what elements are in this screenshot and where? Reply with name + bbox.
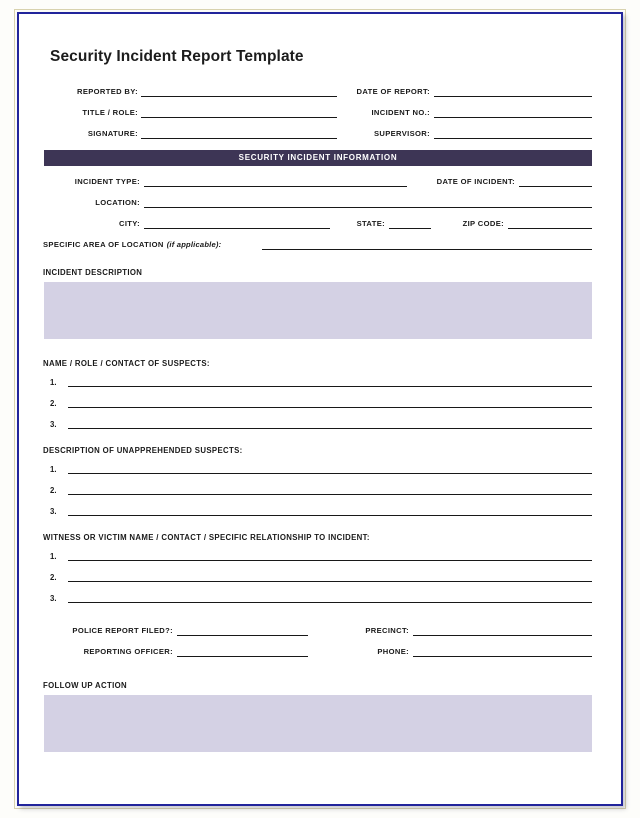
location-input[interactable] (144, 207, 592, 208)
witnesses-item-2-input[interactable] (68, 581, 592, 582)
follow-up-action-input[interactable] (44, 695, 592, 752)
suspects-item-3-input[interactable] (68, 428, 592, 429)
state-label: STATE: (356, 219, 385, 228)
zip-code-input[interactable] (508, 228, 592, 229)
follow-up-action-heading: FOLLOW UP ACTION (43, 681, 127, 690)
specific-area-input[interactable] (262, 249, 592, 250)
incident-description-input[interactable] (44, 282, 592, 339)
document-sheet (19, 14, 621, 804)
unapprehended-item-1-input[interactable] (68, 473, 592, 474)
city-label: CITY: (118, 219, 140, 228)
unapprehended-item-2-number: 2. (50, 486, 57, 495)
incident-type-label: INCIDENT TYPE: (74, 177, 140, 186)
phone-input[interactable] (413, 656, 592, 657)
incident-no-input[interactable] (434, 117, 592, 118)
suspects-item-2-number: 2. (50, 399, 57, 408)
date-of-incident-label: DATE OF INCIDENT: (436, 177, 515, 186)
suspects-item-3-number: 3. (50, 420, 57, 429)
police-report-filed-label: POLICE REPORT FILED?: (72, 626, 173, 635)
incident-description-heading: INCIDENT DESCRIPTION (43, 268, 143, 277)
location-label: LOCATION: (95, 198, 140, 207)
signature-label: SIGNATURE: (87, 129, 138, 138)
specific-area-note: (if applicable): (166, 240, 222, 249)
specific-area-label-text: SPECIFIC AREA OF LOCATION (43, 240, 164, 249)
incident-no-label: INCIDENT NO.: (371, 108, 430, 117)
reporting-officer-label: REPORTING OFFICER: (83, 647, 173, 656)
witnesses-item-2-number: 2. (50, 573, 57, 582)
page-title: Security Incident Report Template (50, 48, 304, 65)
date-of-report-label: DATE OF REPORT: (356, 87, 430, 96)
date-of-report-input[interactable] (434, 96, 592, 97)
phone-label: PHONE: (377, 647, 409, 656)
security-incident-information-band: SECURITY INCIDENT INFORMATION (44, 150, 592, 166)
precinct-input[interactable] (413, 635, 592, 636)
signature-input[interactable] (141, 138, 337, 139)
witnesses-item-3-number: 3. (50, 594, 57, 603)
incident-type-input[interactable] (144, 186, 407, 187)
city-input[interactable] (144, 228, 330, 229)
suspects-heading: NAME / ROLE / CONTACT OF SUSPECTS: (43, 359, 210, 368)
reporting-officer-input[interactable] (177, 656, 308, 657)
suspects-item-1-input[interactable] (68, 386, 592, 387)
title-role-input[interactable] (141, 117, 337, 118)
witnesses-item-1-number: 1. (50, 552, 57, 561)
unapprehended-item-2-input[interactable] (68, 494, 592, 495)
title-role-label: TITLE / ROLE: (82, 108, 138, 117)
unapprehended-suspects-heading: DESCRIPTION OF UNAPPREHENDED SUSPECTS: (43, 446, 243, 455)
reported-by-input[interactable] (141, 96, 337, 97)
specific-area-label (43, 240, 221, 250)
witnesses-heading: WITNESS OR VICTIM NAME / CONTACT / SPECIFIC RELATIONSHIP TO INCIDENT: (43, 533, 370, 542)
unapprehended-item-3-input[interactable] (68, 515, 592, 516)
suspects-item-2-input[interactable] (68, 407, 592, 408)
state-input[interactable] (389, 228, 431, 229)
unapprehended-item-3-number: 3. (50, 507, 57, 516)
supervisor-input[interactable] (434, 138, 592, 139)
supervisor-label: SUPERVISOR: (373, 129, 430, 138)
zip-code-label: ZIP CODE: (462, 219, 504, 228)
suspects-item-1-number: 1. (50, 378, 57, 387)
date-of-incident-input[interactable] (519, 186, 592, 187)
witnesses-item-3-input[interactable] (68, 602, 592, 603)
reported-by-label: REPORTED BY: (76, 87, 138, 96)
police-report-filed-input[interactable] (177, 635, 308, 636)
witnesses-item-1-input[interactable] (68, 560, 592, 561)
precinct-label: PRECINCT: (365, 626, 409, 635)
unapprehended-item-1-number: 1. (50, 465, 57, 474)
